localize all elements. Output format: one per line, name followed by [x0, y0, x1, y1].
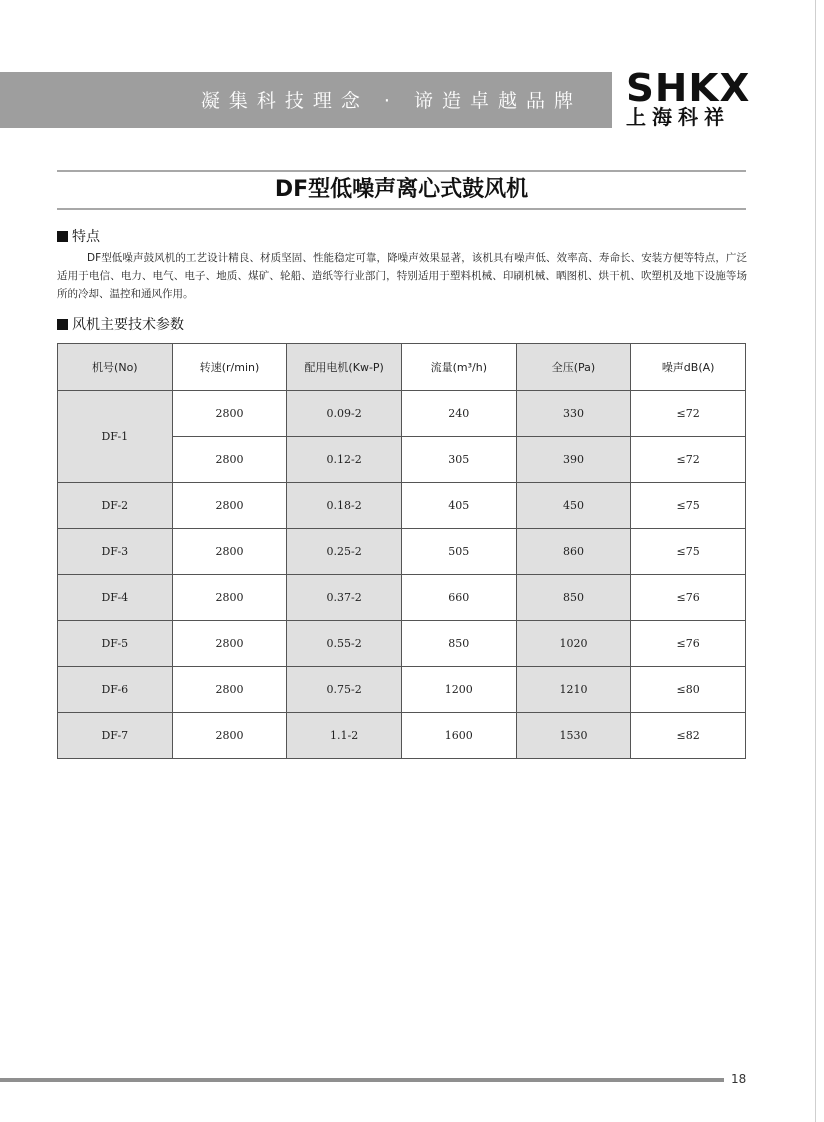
cell-flow: 1200 [401, 667, 516, 713]
cell-motor: 0.09-2 [287, 391, 402, 437]
params-heading [57, 316, 184, 334]
cell-model: DF-4 [58, 575, 173, 621]
cell-motor: 0.12-2 [287, 437, 402, 483]
cell-flow: 240 [401, 391, 516, 437]
header-slogan: 凝集科技理念 · 谛造卓越品牌 [200, 90, 582, 112]
footer-bar [0, 1078, 724, 1082]
col-header-noise: 噪声dB(A) [631, 344, 746, 391]
square-bullet-icon [57, 231, 68, 242]
table-header-row [58, 344, 746, 391]
cell-noise: ≤76 [631, 575, 746, 621]
cell-model: DF-2 [58, 483, 173, 529]
table-row [58, 667, 746, 713]
cell-model: DF-1 [58, 391, 173, 483]
cell-speed: 2800 [172, 713, 287, 759]
cell-flow: 405 [401, 483, 516, 529]
table-row [58, 483, 746, 529]
square-bullet-icon [57, 319, 68, 330]
cell-model: DF-5 [58, 621, 173, 667]
cell-motor: 1.1-2 [287, 713, 402, 759]
col-header-model: 机号(No) [58, 344, 173, 391]
logo-latin-text: SHKX [626, 66, 751, 110]
cell-speed: 2800 [172, 667, 287, 713]
table-row [58, 391, 746, 437]
cell-motor: 0.18-2 [287, 483, 402, 529]
cell-pressure: 860 [516, 529, 631, 575]
cell-noise: ≤72 [631, 437, 746, 483]
table-row [58, 575, 746, 621]
cell-motor: 0.25-2 [287, 529, 402, 575]
cell-flow: 850 [401, 621, 516, 667]
cell-flow: 1600 [401, 713, 516, 759]
features-heading-text: 特点 [72, 229, 100, 245]
cell-pressure: 1020 [516, 621, 631, 667]
cell-speed: 2800 [172, 529, 287, 575]
cell-noise: ≤76 [631, 621, 746, 667]
cell-motor: 0.55-2 [287, 621, 402, 667]
cell-speed: 2800 [172, 621, 287, 667]
cell-noise: ≤75 [631, 483, 746, 529]
page-edge-line [815, 0, 816, 1122]
cell-motor: 0.37-2 [287, 575, 402, 621]
cell-pressure: 850 [516, 575, 631, 621]
cell-speed: 2800 [172, 483, 287, 529]
table-row [58, 529, 746, 575]
spec-table [57, 343, 746, 759]
cell-flow: 305 [401, 437, 516, 483]
cell-model: DF-7 [58, 713, 173, 759]
cell-model: DF-3 [58, 529, 173, 575]
cell-flow: 660 [401, 575, 516, 621]
title-rule-bottom [57, 208, 746, 210]
cell-noise: ≤82 [631, 713, 746, 759]
cell-noise: ≤80 [631, 667, 746, 713]
cell-pressure: 330 [516, 391, 631, 437]
cell-speed: 2800 [172, 575, 287, 621]
cell-speed: 2800 [172, 437, 287, 483]
cell-speed: 2800 [172, 391, 287, 437]
cell-model: DF-6 [58, 667, 173, 713]
cell-pressure: 390 [516, 437, 631, 483]
cell-motor: 0.75-2 [287, 667, 402, 713]
cell-noise: ≤72 [631, 391, 746, 437]
features-description: DF型低噪声鼓风机的工艺设计精良、材质坚固、性能稳定可靠，降噪声效果显著，该机具有噪声低、效率高、寿命长、安装方便等特点，广泛适用于电信、电力、电气、电子、地质、煤矿、轮船、造纸等行业部门，特别适用于塑料机械、印刷机械、晒图机、烘干机、吹塑机及地下设施等场所的冷却、温控和通风作用。 [57, 252, 747, 300]
page-number: 18 [731, 1072, 747, 1086]
features-heading [57, 228, 100, 246]
cell-pressure: 450 [516, 483, 631, 529]
cell-noise: ≤75 [631, 529, 746, 575]
col-header-motor: 配用电机(Kw-P) [287, 344, 402, 391]
title-rule-top [57, 170, 746, 172]
col-header-flow: 流量(m³/h) [401, 344, 516, 391]
col-header-speed: 转速(r/min) [172, 344, 287, 391]
header-band [0, 72, 612, 128]
col-header-pressure: 全压(Pa) [516, 344, 631, 391]
brand-logo [626, 66, 751, 130]
table-row [58, 713, 746, 759]
page-title: DF型低噪声离心式鼓风机 [274, 177, 529, 202]
cell-flow: 505 [401, 529, 516, 575]
cell-pressure: 1210 [516, 667, 631, 713]
logo-chinese-text: 上海科祥 [626, 105, 730, 129]
cell-pressure: 1530 [516, 713, 631, 759]
table-row [58, 621, 746, 667]
params-heading-text: 风机主要技术参数 [72, 317, 184, 333]
